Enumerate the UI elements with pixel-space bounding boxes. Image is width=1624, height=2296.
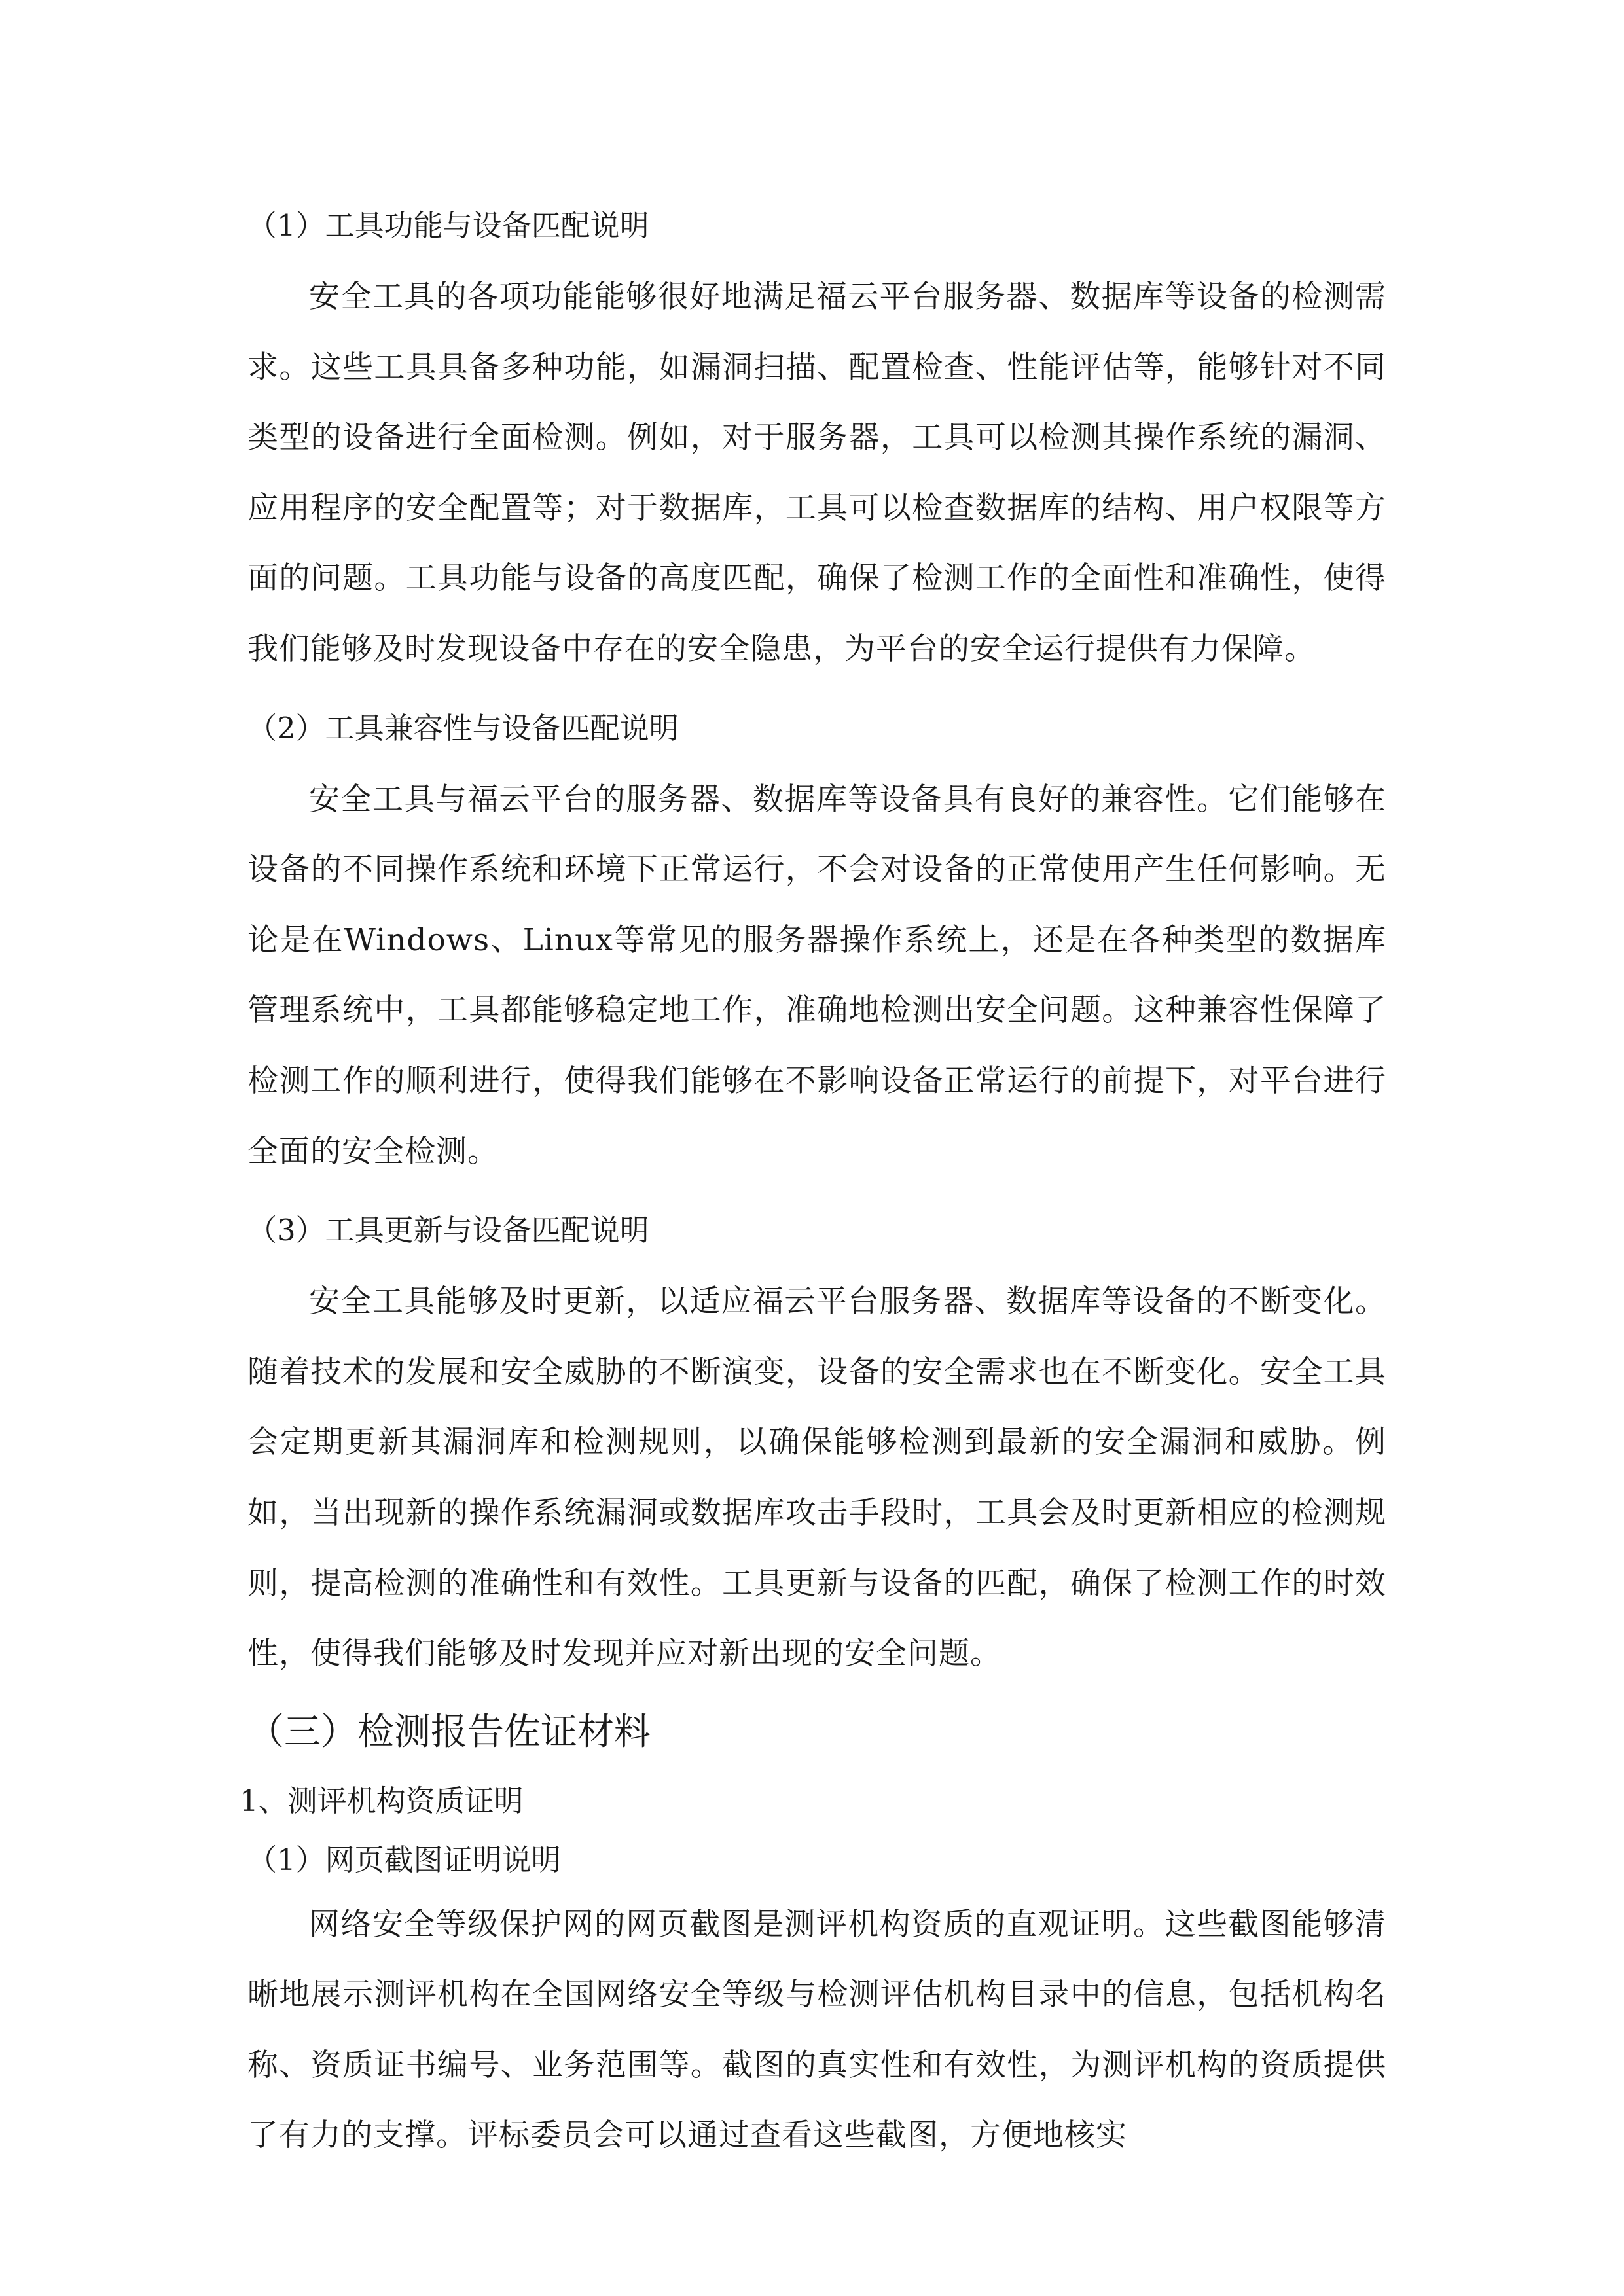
paragraph-screenshot: 网络安全等级保护网的网页截图是测评机构资质的直观证明。这些截图能够清晰地展示测评机构在全国网络安全等级与检测评估机构目录中的信息，包括机构名称、资质证书编号、业务范围等。截图的真实性和有效性，为测评机构的资质提供了有力的支撑。评标委员会可以通过查看这些截图，方便地核实: [247, 1906, 1386, 2154]
subsection-heading-tool-function: （1）工具功能与设备匹配说明: [247, 208, 649, 243]
paragraph-tool-compatibility: 安全工具与福云平台的服务器、数据库等设备具有良好的兼容性。它们能够在设备的不同操作系统和环境下正常运行，不会对设备的正常使用产生任何影响。无论是在Windows、Linux等常见的服务器操作系统上，还是在各种类型的数据库管理系统中，工具都能够稳定地工作，准确地检测出安全问题。这种兼容性保障了检测工作的顺利进行，使得我们能够在不影响设备正常运行的前提下，对平台进行全面的安全检测。: [247, 781, 1386, 1170]
paragraph-tool-function: 安全工具的各项功能能够很好地满足福云平台服务器、数据库等设备的检测需求。这些工具具备多种功能，如漏洞扫描、配置检查、性能评估等，能够针对不同类型的设备进行全面检测。例如，对于服务器，工具可以检测其操作系统的漏洞、应用程序的安全配置等；对于数据库，工具可以检查数据库的结构、用户权限等方面的问题。工具功能与设备的高度匹配，确保了检测工作的全面性和准确性，使得我们能够及时发现设备中存在的安全隐患，为平台的安全运行提供有力保障。: [247, 279, 1386, 667]
subsection-heading-screenshot: （1）网页截图证明说明: [247, 1842, 561, 1877]
section-title-report-evidence: （三）检测报告佐证材料: [247, 1710, 651, 1753]
item-title-qualification: 1、测评机构资质证明: [240, 1783, 524, 1818]
document-page: [240, 190, 1386, 2171]
subsection-heading-tool-update: （3）工具更新与设备匹配说明: [247, 1213, 649, 1248]
subsection-heading-tool-compatibility: （2）工具兼容性与设备匹配说明: [247, 710, 679, 745]
paragraph-tool-update: 安全工具能够及时更新，以适应福云平台服务器、数据库等设备的不断变化。随着技术的发展和安全威胁的不断演变，设备的安全需求也在不断变化。安全工具会定期更新其漏洞库和检测规则，以确保能够检测到最新的安全漏洞和威胁。例如，当出现新的操作系统漏洞或数据库攻击手段时，工具会及时更新相应的检测规则，提高检测的准确性和有效性。工具更新与设备的匹配，确保了检测工作的时效性，使得我们能够及时发现并应对新出现的安全问题。: [247, 1283, 1386, 1672]
